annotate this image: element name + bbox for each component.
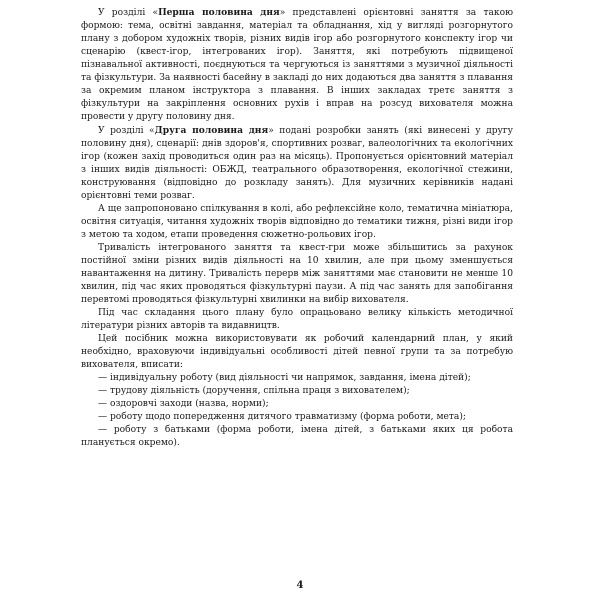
page-number: 4 <box>296 580 304 591</box>
list-item: — роботу щодо попередження дитячого травматизму (форма роботи, мета); <box>98 412 466 422</box>
paragraph-literature <box>81 307 513 333</box>
paragraph-usage <box>81 333 513 372</box>
paragraph-duration <box>81 242 513 307</box>
paragraph-second-half-day <box>81 124 513 203</box>
list-item: — оздоровчі заходи (назва, норми); <box>98 399 269 409</box>
section-title-first-half-day: Перша половина дня <box>158 7 280 18</box>
paragraph-text: А ще запропоновано спілкування в колі, або рефлексійне коло, тематична мініатюра, освітня ситуація, читання художніх творів відповідно до тематики тижня, різні види ігор з метою та ходом, етапи проведення сюжетно-рольових ігор. <box>81 204 513 240</box>
section-title-second-half-day: Друга половина дня <box>154 125 269 136</box>
paragraph-text: » представлені орієнтовні заняття за такою формою: тема, освітні завдання, матеріал та обладнання, хід у вигляді розгорнутого плану з добором художніх творів, різних видів ігор або розгорнутого конспекту ігор чи сценарію (квест-ігор, інтегрованих ігор). Заняття, які потребують підвищеної пізнавальної активності, поєднуються та чергуються із заняттями з музичної діяльності та фізкультури. За наявності басейну в закладі до них додаються два заняття з плавання за окремим планом інструктора з плавання. В інших закладах третє заняття з фізкультури на закріплення основних рухів і вправ на розсуд вихователя можна провести у другу половину дня. <box>81 8 513 122</box>
paragraph-text: Цей посібник можна використовувати як робочий календарний план, у який необхідно, враховуючи індивідуальні особливості дітей певної групи та за потребую вихователя, вписати: <box>81 334 513 370</box>
list-item: — індивідуальну роботу (вид діяльності чи напрямок, завдання, імена дітей); <box>98 373 471 383</box>
paragraph-text: » подані розробки занять (які винесені у другу половину дня), сценарії: днів здоров'я, спортивних розваг, валеологічних та екологічних ігор (кожен захід проводиться один раз на місяць). Пропонується орієнтовний матеріал з інших видів діяльності: ОБЖД, театрального образотворення, екологічної стежини, конструювання (відповідно до розкладу занять). Для музичних керівників надані орієнтовні теми розваг. <box>81 126 513 201</box>
list-item: — трудову діяльність (доручення, спільна праця з вихователем); <box>98 386 410 396</box>
paragraph-text: У розділі « <box>98 126 155 136</box>
page-text-block <box>81 6 513 450</box>
paragraph-first-half-day <box>81 6 513 124</box>
list-item: — роботу з батьками (форма роботи, імена дітей, з батьками яких ця робота планується окремо). <box>81 425 513 448</box>
paragraph-text: Тривалість інтегрованого заняття та квест-гри може збільшитись за рахунок постійної зміни різних видів діяльності на 10 хвилин, але при цьому зменшується навантаження на дитину. Тривалість перерв між заняттями має становити не менше 10 хвилин, під час яких проводяться фізкультурні паузи. А під час занять для запобігання перевтомі проводяться фізкультурні хвилинки на вибір вихователя. <box>81 243 513 305</box>
paragraph-circle-communication <box>81 203 513 242</box>
paragraph-text: У розділі « <box>98 8 159 18</box>
paragraph-text: Під час складання цього плану було опрацьовано велику кількість методичної літератури різних авторів та видавництв. <box>81 308 513 331</box>
